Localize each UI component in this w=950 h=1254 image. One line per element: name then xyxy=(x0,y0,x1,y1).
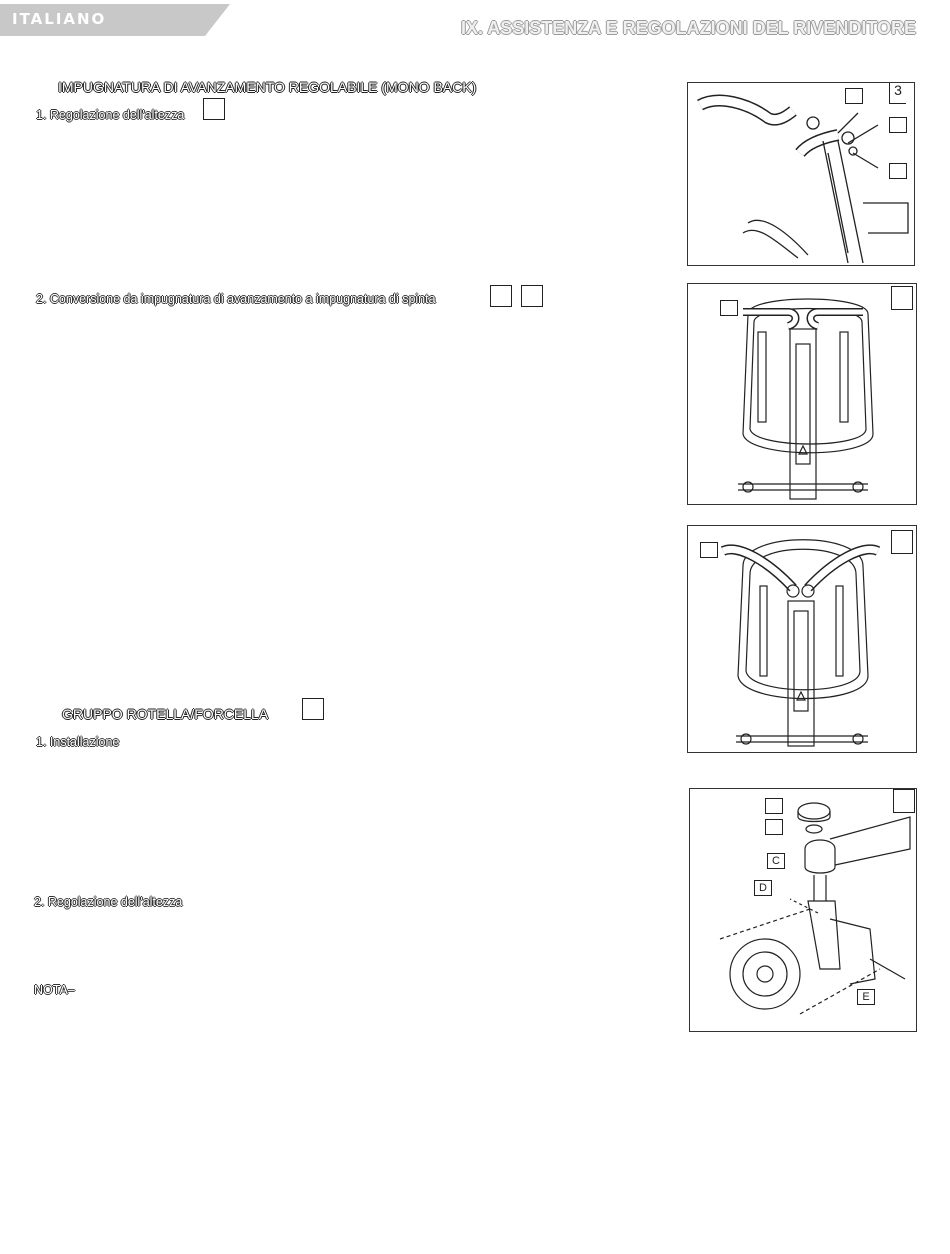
seat-back-illustration-2 xyxy=(688,526,916,752)
step-height-adjustment: 1. Regolazione dell'altezza xyxy=(36,108,185,122)
callout-box xyxy=(720,300,738,316)
handle-illustration xyxy=(688,83,914,265)
caster-illustration xyxy=(690,789,916,1031)
callout-box xyxy=(845,88,863,104)
figure-ref-box xyxy=(490,285,512,307)
figure-ref-box xyxy=(521,285,543,307)
figure-push-handle-converted xyxy=(687,525,917,753)
figure-number-box xyxy=(891,286,913,310)
figure-number-box xyxy=(893,789,915,813)
step-installation: 1. Installazione xyxy=(36,735,120,749)
callout-label-e: E xyxy=(857,989,875,1005)
seat-back-illustration xyxy=(688,284,916,504)
callout-box xyxy=(765,819,783,835)
step-conversion: 2. Conversione da impugnatura di avanzamento a impugnatura di spinta xyxy=(36,292,436,306)
figure-number xyxy=(889,83,906,104)
callout-box xyxy=(765,798,783,814)
figure-caster-fork xyxy=(689,788,917,1032)
figure-handle-height xyxy=(687,82,915,266)
callout-label-d: D xyxy=(754,880,772,896)
figure-ref-box xyxy=(302,698,324,720)
page-header-title: IX. ASSISTENZA E REGOLAZIONI DEL RIVENDITORE xyxy=(460,18,916,38)
callout-label-c: C xyxy=(767,853,785,869)
figure-ref-box xyxy=(203,98,225,120)
figure-number-text: 3 xyxy=(894,82,902,98)
callout-box xyxy=(700,542,718,558)
callout-box xyxy=(889,117,907,133)
section-title-push-handle: IMPUGNATURA DI AVANZAMENTO REGOLABILE (MONO BACK) xyxy=(58,79,477,95)
figure-number-box xyxy=(891,530,913,554)
figure-push-handle xyxy=(687,283,917,505)
step-caster-height: 2. Regolazione dell'altezza xyxy=(34,895,183,909)
note-label: NOTA– xyxy=(34,983,75,997)
callout-box xyxy=(889,163,907,179)
section-title-caster: GRUPPO ROTELLA/FORCELLA xyxy=(62,706,269,722)
language-label: ITALIANO xyxy=(12,10,107,28)
